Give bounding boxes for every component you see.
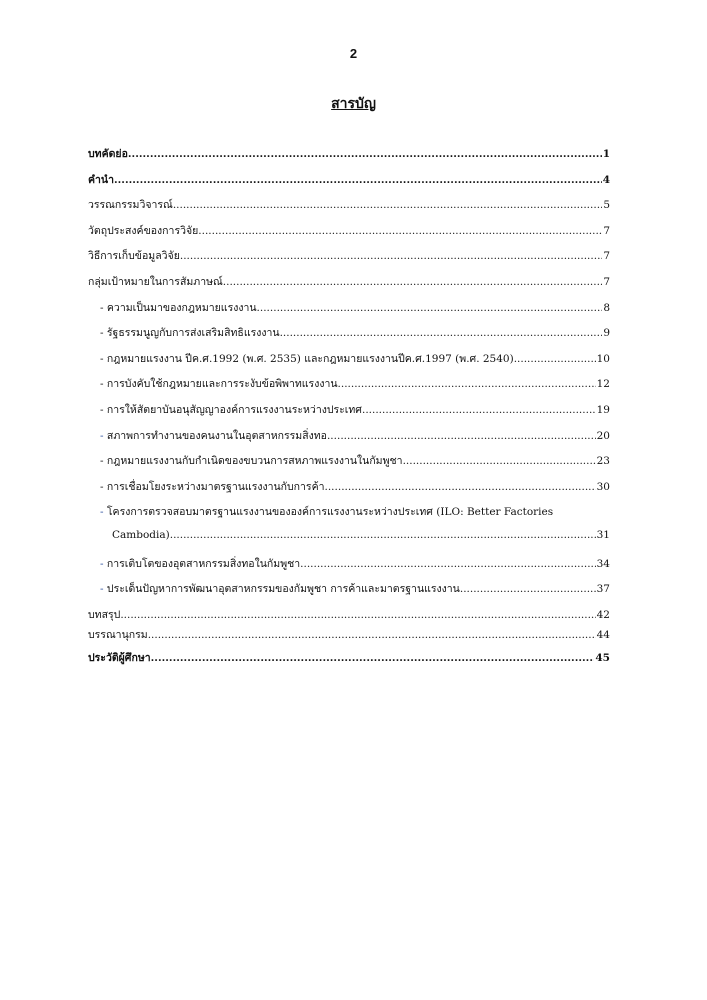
toc-leader-dots	[114, 174, 602, 186]
toc-entry[interactable]	[88, 247, 610, 273]
toc-bullet-dash: -	[100, 506, 104, 519]
page-number: 2	[349, 46, 358, 61]
toc-bullet-dash: -	[100, 455, 104, 468]
toc-entry-text: ประวัติผู้ศึกษา	[88, 651, 151, 664]
toc-bullet-dash: -	[100, 403, 104, 416]
toc-leader-dots	[338, 378, 596, 390]
toc-entry-page: 30	[596, 480, 610, 493]
toc-entry-page: 7	[603, 275, 610, 288]
toc-entry-page: 5	[603, 199, 610, 212]
toc-entry-label: การเชื่อมโยงระหว่างมาตรฐานแรงงานกับการค้า	[106, 480, 325, 493]
toc-leader-dots	[180, 250, 602, 262]
toc-leader-dots	[223, 276, 603, 288]
toc-leader-dots	[514, 353, 596, 365]
toc-entry-page: 42	[596, 608, 610, 621]
toc-leader-dots	[148, 629, 596, 641]
toc-entry[interactable]	[88, 427, 610, 453]
toc-leader-dots	[327, 430, 596, 442]
toc-entry-text	[88, 375, 338, 392]
toc-entry-label: การให้สัตยาบันอนุสัญญาองค์การแรงงานระหว่างประเทศ	[106, 403, 362, 416]
toc-entry-label: กฎหมายแรงงาน ปีค.ศ.1992 (พ.ศ. 2535) และกฎหมายแรงงานปีค.ศ.1997 (พ.ศ. 2540)	[106, 352, 514, 365]
toc-entry[interactable]	[88, 401, 610, 427]
toc-entry[interactable]	[88, 324, 610, 350]
toc-leader-dots	[280, 327, 603, 339]
toc-entry-label: สภาพการทำงานของคนงานในอุตสาหกรรมสิ่งทอ	[106, 429, 327, 442]
table-of-contents	[88, 145, 610, 674]
toc-entry-page: 7	[603, 250, 610, 263]
toc-leader-dots	[403, 455, 596, 467]
toc-title: สารบัญ	[331, 96, 376, 112]
toc-entry-text: วัตถุประสงค์ของการวิจัย	[88, 224, 199, 237]
toc-bullet-dash: -	[100, 583, 104, 596]
toc-entry[interactable]	[88, 299, 610, 325]
toc-entry-text: วิธีการเก็บข้อมูลวิจัย	[88, 250, 180, 263]
toc-entry-text	[88, 580, 460, 597]
toc-entry-text	[88, 401, 362, 418]
toc-bullet-dash: -	[100, 429, 104, 442]
toc-entry-page: 1	[602, 148, 610, 160]
toc-entry-text	[88, 452, 403, 469]
toc-entry-page: 19	[596, 403, 610, 416]
toc-entry-label: การบังคับใช้กฎหมายและการระงับข้อพิพาทแรงงาน	[106, 378, 338, 391]
toc-entry-label: ความเป็นมาของกฎหมายแรงงาน	[106, 301, 257, 314]
toc-entry-text	[88, 299, 257, 316]
toc-leader-dots	[128, 148, 602, 160]
toc-leader-dots	[257, 302, 603, 314]
toc-entry-page: 37	[596, 583, 610, 596]
toc-leader-dots	[170, 529, 596, 541]
toc-entry-page: 8	[603, 301, 610, 314]
toc-entry-label: ประเด็นปัญหาการพัฒนาอุตสาหกรรมของกัมพูชา การค้าและมาตรฐานแรงงาน	[106, 583, 460, 596]
toc-leader-dots	[198, 225, 602, 237]
toc-entry-text: กลุ่มเป้าหมายในการสัมภาษณ์	[88, 275, 223, 288]
toc-entry-label: การเติบโตของอุตสาหกรรมสิ่งทอในกัมพูชา	[106, 557, 301, 570]
toc-entry-text	[88, 350, 514, 367]
toc-entry[interactable]	[88, 503, 610, 529]
toc-entry[interactable]	[88, 350, 610, 376]
toc-leader-dots	[325, 481, 596, 493]
toc-leader-dots	[460, 583, 596, 595]
toc-entry[interactable]	[88, 580, 610, 606]
toc-entry-text	[88, 427, 327, 444]
toc-entry-text	[88, 503, 553, 520]
toc-entry-page: 31	[596, 528, 610, 541]
toc-entry-text: คำนำ	[88, 173, 114, 186]
toc-entry-text: บทสรุป	[88, 608, 121, 621]
toc-entry-text	[88, 555, 300, 572]
toc-entry-text: วรรณกรรมวิจารณ์	[88, 199, 173, 212]
toc-bullet-dash: -	[100, 327, 104, 340]
toc-bullet-dash: -	[100, 378, 104, 391]
toc-entry[interactable]	[88, 606, 610, 626]
toc-entry-text: บทคัดย่อ	[88, 148, 128, 160]
toc-entry[interactable]	[88, 555, 610, 581]
toc-entry-page: 23	[596, 455, 610, 468]
toc-entry-text: บรรณานุกรม	[88, 628, 148, 641]
toc-entry-page: 45	[595, 651, 610, 664]
toc-entry[interactable]	[88, 171, 610, 197]
toc-leader-dots	[362, 404, 596, 416]
toc-entry-continuation[interactable]	[88, 529, 610, 555]
toc-entry-page: 9	[603, 327, 610, 340]
toc-entry[interactable]	[88, 273, 610, 299]
toc-entry-page: 34	[596, 557, 610, 570]
toc-entry-label: รัฐธรรมนูญกับการส่งเสริมสิทธิแรงงาน	[106, 327, 280, 340]
toc-entry[interactable]	[88, 145, 610, 171]
toc-entry[interactable]	[88, 222, 610, 248]
toc-entry-page: 44	[596, 628, 610, 641]
toc-bullet-dash: -	[100, 301, 104, 314]
toc-entry-continuation-text: Cambodia)	[112, 528, 170, 541]
toc-entry-page: 20	[596, 429, 610, 442]
toc-leader-dots	[173, 199, 603, 211]
toc-entry-page: 7	[603, 224, 610, 237]
toc-entry-page: 4	[602, 173, 610, 186]
toc-entry[interactable]	[88, 478, 610, 504]
toc-leader-dots	[151, 652, 595, 664]
toc-leader-dots	[120, 609, 595, 621]
toc-entry-text	[88, 478, 325, 495]
toc-entry-text	[88, 324, 280, 341]
toc-bullet-dash: -	[100, 352, 104, 365]
toc-entry[interactable]	[88, 626, 610, 649]
toc-bullet-dash: -	[100, 480, 104, 493]
toc-entry[interactable]	[88, 375, 610, 401]
toc-leader-dots	[300, 558, 595, 570]
toc-entry-label: กฎหมายแรงงานกับกำเนิดของขบวนการสหภาพแรงงานในกัมพูชา	[106, 455, 403, 468]
toc-bullet-dash: -	[100, 557, 104, 570]
toc-entry-page: 12	[596, 378, 610, 391]
toc-entry-label: โครงการตรวจสอบมาตรฐานแรงงานขององค์การแรงงานระหว่างประเทศ (ILO: Better Factories	[106, 506, 554, 519]
toc-entry-page: 10	[596, 352, 610, 365]
toc-entry[interactable]	[88, 196, 610, 222]
toc-entry[interactable]	[88, 452, 610, 478]
toc-entry[interactable]	[88, 649, 610, 675]
